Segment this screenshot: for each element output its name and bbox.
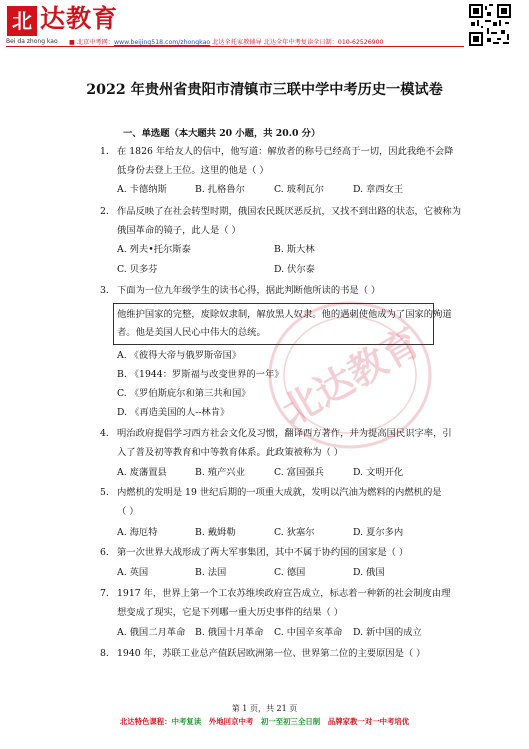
question-text: 想变成了现实，它是下列哪一重大历史事件的结果（ ） [117, 607, 344, 618]
option-c: C. 玻利瓦尔 [274, 184, 324, 195]
question-number: 4. [100, 428, 109, 439]
option-b: B. 殖产兴业 [195, 467, 245, 478]
question-number: 5. [100, 487, 109, 498]
logo-text: 达教育 [40, 4, 119, 33]
question-text: 入了普及初等教育和中等教育体系。此政策被称为（ ） [117, 447, 344, 458]
option-c: C. 德国 [274, 567, 306, 578]
page-number: 第 1 页，共 21 页 [231, 704, 298, 713]
option-d: D. 文明开化 [353, 467, 404, 478]
option-a: A. 《彼得大帝与俄罗斯帝国》 [117, 350, 242, 361]
question-text: 作品反映了在社会转型时期，俄国农民既厌恶反抗，又找不到出路的状态，它被称为 [117, 206, 461, 217]
option-d: D. 夏尔多内 [353, 527, 404, 538]
question-number: 6. [100, 547, 109, 558]
watermark-text: 北达教育 [274, 319, 428, 434]
option-b: B. 《1944：罗斯福与改变世界的一年》 [117, 369, 284, 380]
question-number: 1. [100, 146, 109, 157]
option-d: D. 俄国 [353, 567, 385, 578]
box-text: 者。他是美国人民心中伟大的总统。 [117, 327, 266, 338]
option-b: B. 法国 [195, 567, 227, 578]
question-text: 低身份去登上王位。这里的他是（ ） [117, 165, 269, 176]
contact-url-link[interactable]: www.beijing518.com/zhongkao [113, 39, 211, 46]
option-a: A. 废藩置县 [117, 467, 167, 478]
option-c: C. 中国辛亥革命 [274, 627, 343, 638]
box-text: 他维护国家的完整，废除奴隶制，解放黑人奴隶。他的遇刺使他成为了国家的殉道 [117, 309, 452, 320]
question-text: 第一次世界大战形成了两大军事集团，其中不属于协约国的国家是（ ） [117, 547, 409, 558]
ad-item: 外地回京中考 [208, 717, 254, 726]
option-c: C. 狄塞尔 [274, 527, 315, 538]
ad-item: 初一至初三全日制 [260, 717, 321, 726]
option-a: A. 海厄特 [117, 527, 158, 538]
page-header [0, 0, 529, 52]
question-text: 1917 年，世界上第一个工农苏维埃政府宣告成立，标志着一种新的社会制度由理 [117, 588, 451, 599]
option-d: D. 伏尔泰 [274, 264, 315, 275]
option-b: B. 戴姆勒 [195, 527, 236, 538]
option-a: A. 列夫•托尔斯泰 [117, 244, 191, 255]
question-text: 1940 年，苏联工业总产值跃居欧洲第一位、世界第二位的主要原因是（ ） [117, 648, 426, 659]
logo-mark: 北 [7, 6, 37, 36]
header-divider [6, 46, 464, 47]
option-a: A. 英国 [117, 567, 149, 578]
contact-line [69, 37, 383, 46]
contact-prefix: ■ 北京中考网： [69, 39, 114, 46]
section-heading: 一、单选题（本大题共 20 小题，共 20.0 分） [123, 128, 321, 139]
ad-item: 品牌家教一对一中考培优 [327, 717, 410, 726]
option-c: C. 《罗伯斯庇尔和第三共和国》 [117, 388, 251, 399]
contact-suffix: 北达全托家教辅导 北达全年中考复读全日制：010-62526900 [212, 39, 384, 46]
question-number: 8. [100, 648, 109, 659]
footer-advert [0, 716, 529, 727]
option-b: B. 扎格鲁尔 [195, 184, 245, 195]
option-a: A. 卡德纳斯 [117, 184, 167, 195]
question-number: 3. [100, 285, 109, 296]
option-b: B. 俄国十月革命 [195, 627, 264, 638]
ad-item: 中考复读 [171, 717, 202, 726]
question-text: 在 1826 年给友人的信中，他写道：解放者的称号已经高于一切，因此我绝不会降 [117, 146, 454, 157]
question-text: （ ） [117, 506, 139, 517]
option-c: C. 富国强兵 [274, 467, 324, 478]
option-b: B. 斯大林 [274, 244, 315, 255]
option-d: D. 章西女王 [353, 184, 404, 195]
question-text: 俄国革命的镜子，此人是（ ） [117, 225, 241, 236]
option-d: D. 新中国的成立 [353, 627, 422, 638]
qr-code-icon [469, 4, 511, 46]
question-text: 内燃机的发明是 19 世纪后期的一项重大成就，发明以汽油为燃料的内燃机的是 [117, 487, 442, 498]
option-c: C. 贝多芬 [117, 264, 158, 275]
question-number: 2. [100, 206, 109, 217]
option-a: A. 俄国二月革命 [117, 627, 186, 638]
question-number: 7. [100, 588, 109, 599]
option-d: D. 《再造美国的人--林肯》 [117, 407, 230, 418]
question-text: 明治政府提倡学习西方社会文化及习惯，翻译西方著作，并为提高国民识字率，引 [117, 428, 452, 439]
reading-note-box [113, 303, 452, 345]
logo-english: Bei da zhong kao [6, 38, 58, 45]
ad-label: 北达特色课程： [119, 717, 172, 726]
question-text: 下面为一位九年级学生的读书心得，据此判断他所读的书是（ ） [117, 285, 381, 296]
document-title: 2022 年贵州省贵阳市清镇市三联中学中考历史一模试卷 [86, 82, 443, 98]
